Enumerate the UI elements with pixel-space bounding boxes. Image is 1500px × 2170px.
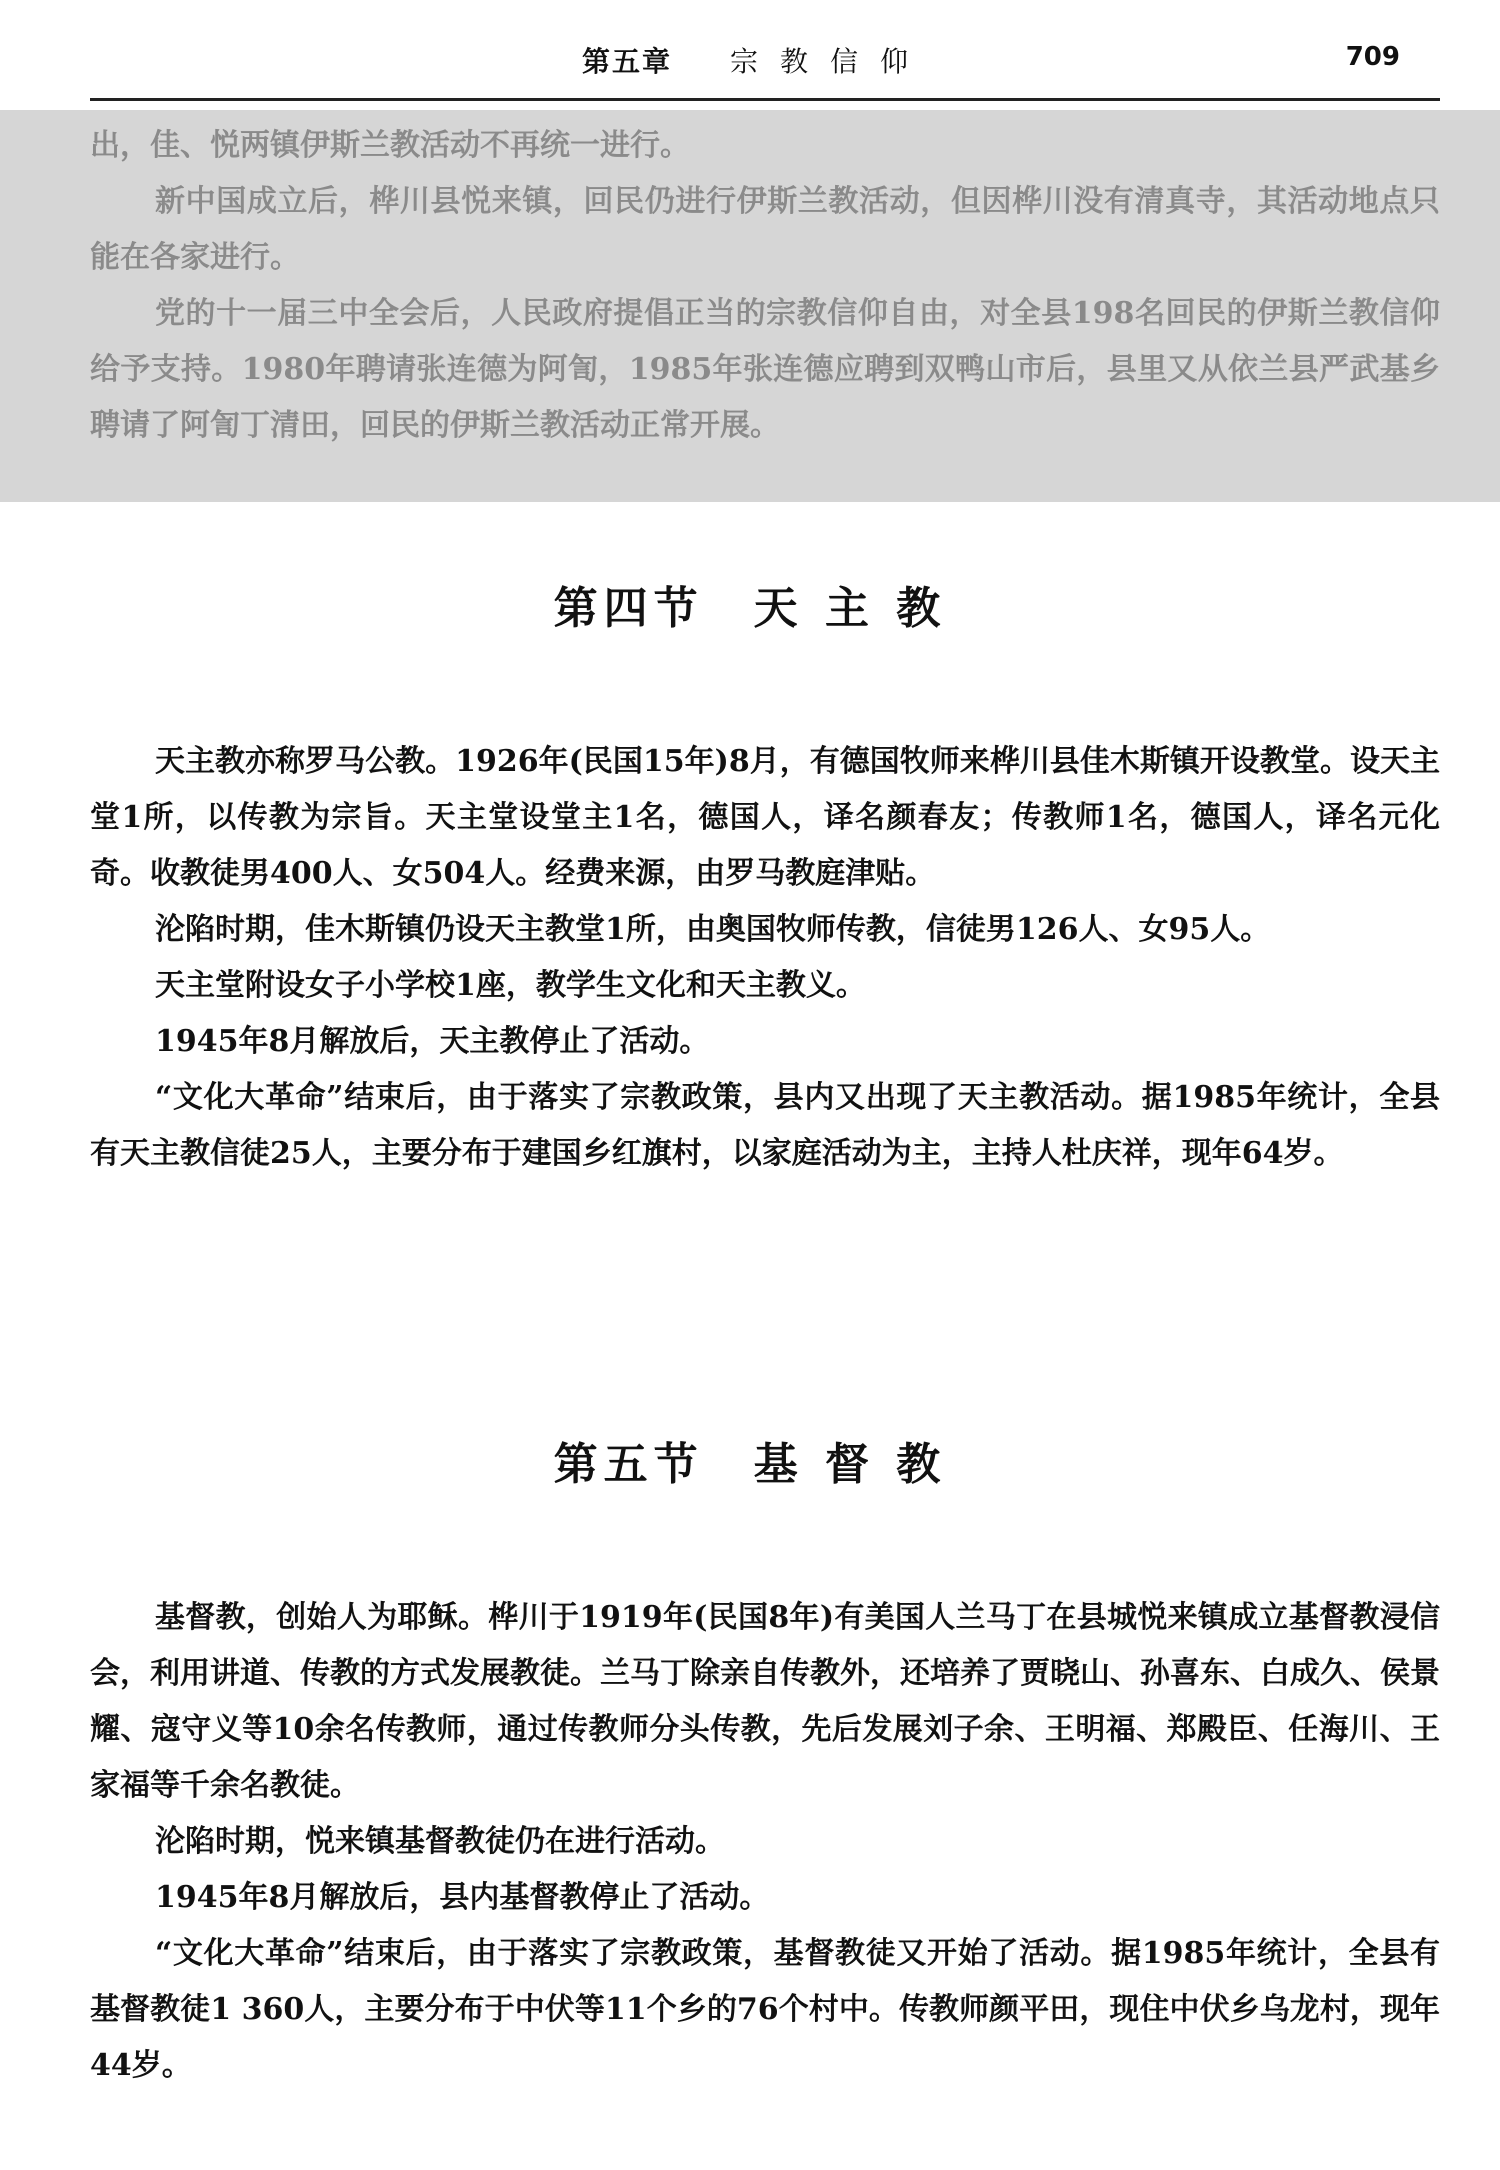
faded-text-block: [0, 110, 1500, 502]
page-header: [90, 40, 1440, 98]
section-4-paragraph: 天主堂附设女子小学校1座，教学生文化和天主教义。: [155, 968, 866, 1003]
section-4-paragraph: 1945年8月解放后，天主教停止了活动。: [155, 1024, 710, 1059]
faded-paragraph: 党的十一届三中全会后，人民政府提倡正当的宗教信仰自由，对全县198名回民的伊斯兰教信仰给予支持。1980年聘请张连德为阿訇，1985年张连德应聘到双鸭山市后，县里又从依兰县严武基乡聘请了阿訇丁清田，回民的伊斯兰教活动正常开展。: [90, 296, 1440, 443]
section-5-paragraph: 1945年8月解放后，县内基督教停止了活动。: [155, 1880, 770, 1915]
faded-text-area: [90, 118, 1440, 454]
section-4-paragraph: “文化大革命”结束后，由于落实了宗教政策，县内又出现了天主教活动。据1985年统计，全县有天主教信徒25人，主要分布于建国乡红旗村，以家庭活动为主，主持人杜庆祥，现年64岁。: [90, 1080, 1440, 1171]
section-5-paragraph: 基督教，创始人为耶稣。桦川于1919年(民国8年)有美国人兰马丁在县城悦来镇成立基督教浸信会，利用讲道、传教的方式发展教徒。兰马丁除亲自传教外，还培养了贾晓山、孙喜东、白成久、侯景耀、寇守义等10余名传教师，通过传教师分头传教，先后发展刘子余、王明福、郑殿臣、任海川、王家福等千余名教徒。: [90, 1600, 1440, 1803]
header-rule: [90, 98, 1440, 101]
section-4-body: [90, 734, 1440, 1182]
section-4-paragraph: 天主教亦称罗马公教。1926年(民国15年)8月，有德国牧师来桦川县佳木斯镇开设教堂。设天主堂1所，以传教为宗旨。天主堂设堂主1名，德国人，译名颜春友；传教师1名，德国人，译名元化奇。收教徒男400人、女504人。经费来源，由罗马教庭津贴。: [90, 744, 1440, 891]
section-5-title: 第五节 基 督 教: [553, 1439, 947, 1490]
section-5-paragraph: “文化大革命”结束后，由于落实了宗教政策，基督教徒又开始了活动。据1985年统计，全县有基督教徒1 360人，主要分布于中伏等11个乡的76个村中。传教师颜平田，现住中伏乡乌龙村，现年44岁。: [90, 1936, 1440, 2083]
section-5-body: [90, 1590, 1440, 2094]
page-number: 709: [1345, 42, 1400, 72]
section-5-paragraph: 沦陷时期，悦来镇基督教徒仍在进行活动。: [155, 1824, 725, 1859]
faded-paragraph: 出，佳、悦两镇伊斯兰教活动不再统一进行。: [90, 128, 690, 163]
chapter-label: 第五章: [582, 45, 673, 78]
section-4-paragraph: 沦陷时期，佳木斯镇仍设天主教堂1所，由奥国牧师传教，信徒男126人、女95人。: [155, 912, 1271, 947]
section-4-title: 第四节 天 主 教: [553, 583, 947, 634]
faded-paragraph: 新中国成立后，桦川县悦来镇，回民仍进行伊斯兰教活动，但因桦川没有清真寺，其活动地点只能在各家进行。: [90, 184, 1440, 275]
chapter-title: 宗教信仰: [730, 45, 931, 78]
